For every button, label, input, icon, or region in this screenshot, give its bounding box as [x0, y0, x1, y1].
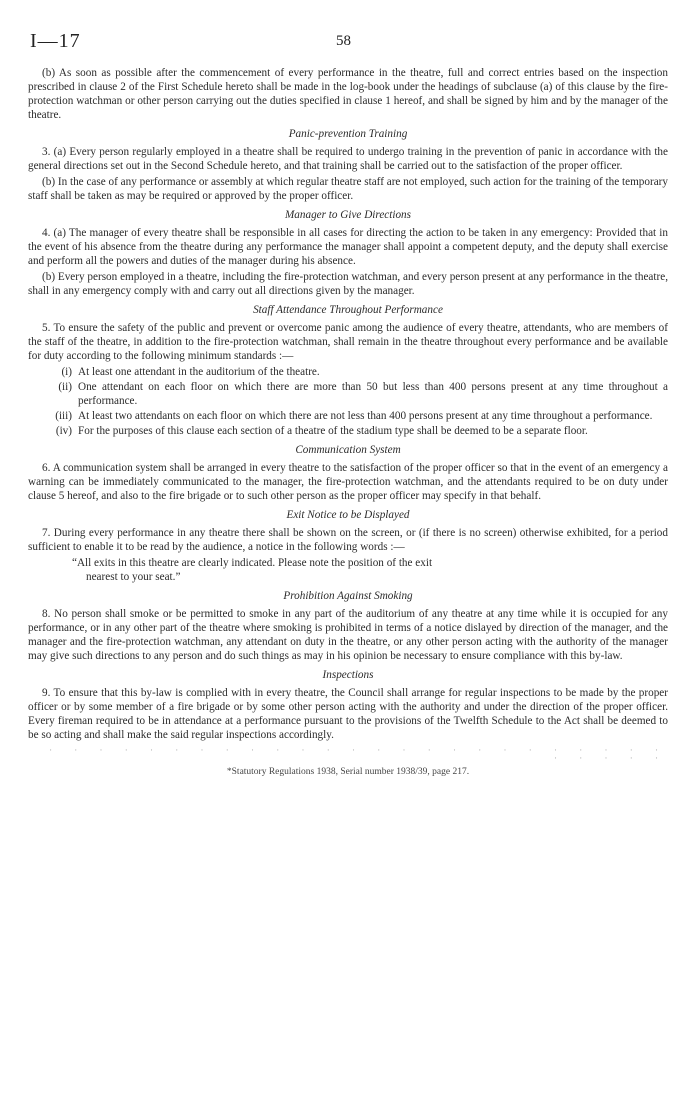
heading-inspections: Inspections: [322, 669, 374, 681]
list-item-text: For the purposes of this clause each section of a theatre of the stadium type shall be deemed to be a separate floor.: [78, 425, 588, 437]
paragraph-7: 7. During every performance in any theatre there shall be shown on the screen, or (if there is no screen) otherwise exhibited, for a period sufficient to enable it to be read by the audience, a notice in the following words :—: [28, 527, 668, 553]
list-item-number: (ii): [58, 381, 72, 393]
quote-line-1: “All exits in this theatre are clearly indicated. Please note the position of the exit: [72, 557, 433, 569]
list-item-number: (iv): [55, 425, 72, 437]
quote-line-2: nearest to your seat.”: [86, 571, 181, 583]
heading-manager-directions: Manager to Give Directions: [284, 209, 412, 221]
heading-staff-attendance: Staff Attendance Throughout Performance: [253, 304, 443, 316]
paragraph-3a: 3. (a) Every person regularly employed in a theatre shall be required to undergo training in the prevention of panic in accordance with the general directions set out in the Second Schedule hereto, and that training shall be carried out to the satisfaction of the proper officer.: [28, 146, 668, 172]
paragraph-8: 8. No person shall smoke or be permitted to smoke in any part of the auditorium of any theatre at any time while it is occupied for any performance, or in any other part of the theatre where smoking is prohibited in terms of a notice dislayed by direction of the manager, and the manager and the fire-protection watchman, any attendant on duty in the theatre, or any other person acting with the authority of the manager may give such directions to any person and do such things as may in his opinion be necessary to ensure compliance with this by-law.: [28, 608, 668, 662]
list-item-number: (i): [61, 366, 72, 378]
footnote-divider: · · · · · · · · · · · · · · · · · · · · · · · · · · · · · ·: [49, 745, 668, 763]
heading-prohibition-smoking: Prohibition Against Smoking: [283, 590, 413, 602]
page-number: 58: [336, 33, 351, 49]
heading-panic-prevention: Panic-prevention Training: [288, 128, 408, 140]
paragraph-4a: 4. (a) The manager of every theatre shall be responsible in all cases for directing the action to be taken in any emergency: Provided that in the event of his absence from the theatre during any performance the manager shall appoint a competent deputy, and the deputy shall exercise and perform all the powers and duties of the manager during his absence.: [28, 227, 668, 267]
heading-communication-system: Communication System: [295, 444, 401, 456]
paragraph-9: 9. To ensure that this by-law is complied with in every theatre, the Council shall arrange for regular inspections to be made by the proper officer or by some member of a fire brigade or by some other person acting with the authority and under the direction of the proper officer. Every fireman required to be in attendance at a performance pursuant to the provisions of the Twelfth Schedule to the Act shall be deemed to be so acting and shall make the said regular inspections accordingly.: [28, 687, 668, 741]
footnote: *Statutory Regulations 1938, Serial number 1938/39, page 217.: [226, 767, 470, 777]
paragraph-2b: (b) As soon as possible after the commencement of every performance in the theatre, full and correct entries based on the inspection prescribed in clause 2 of the First Schedule hereto shall be made in the log-book under the headings of subclause (a) of this clause by the fire-protection watchman or other person carrying out the duties specified in clause 1 hereof, and shall be signed by him and by the manager of the theatre.: [28, 67, 668, 121]
list-item: [28, 424, 668, 438]
list-item: [28, 380, 668, 408]
heading-exit-notice: Exit Notice to be Displayed: [286, 509, 410, 521]
document-reference: I—17: [30, 30, 81, 52]
exit-notice-quote: [28, 556, 668, 584]
paragraph-6: 6. A communication system shall be arranged in every theatre to the satisfaction of the proper officer so that in the event of an emergency a warning can be immediately communicated to the manager, the fire-protection watchman, and the attendants required to be on duty under clause 5 hereof, and also to the fire brigade or to such other person as the proper officer may specify in that behalf.: [28, 462, 668, 502]
paragraph-3b: (b) In the case of any performance or assembly at which regular theatre staff are not employed, such action for the training of the temporary staff shall be taken as may be required or approved by the proper officer.: [28, 176, 668, 202]
list-item-text: At least two attendants on each floor on which there are not less than 400 persons present at any time throughout a performance.: [78, 410, 653, 422]
document-body: [28, 66, 668, 778]
paragraph-5: 5. To ensure the safety of the public and prevent or overcome panic among the audience of every theatre, attendants, who are members of the staff of the theatre, in addition to the fire-protection watchman, shall remain in the theatre throughout every performance and be available for duty according to the following minimum standards :—: [28, 322, 668, 362]
list-item-text: At least one attendant in the auditorium of the theatre.: [78, 366, 320, 378]
list-item-text: One attendant on each floor on which there are more than 50 but less than 400 persons present at any time throughout a performance.: [78, 381, 668, 407]
paragraph-4b: (b) Every person employed in a theatre, including the fire-protection watchman, and every person present at any performance in the theatre, shall in any emergency comply with and carry out all directions given by the manager.: [28, 271, 668, 297]
list-item: [28, 365, 668, 379]
list-item-number: (iii): [55, 410, 72, 422]
list-item: [28, 409, 668, 423]
